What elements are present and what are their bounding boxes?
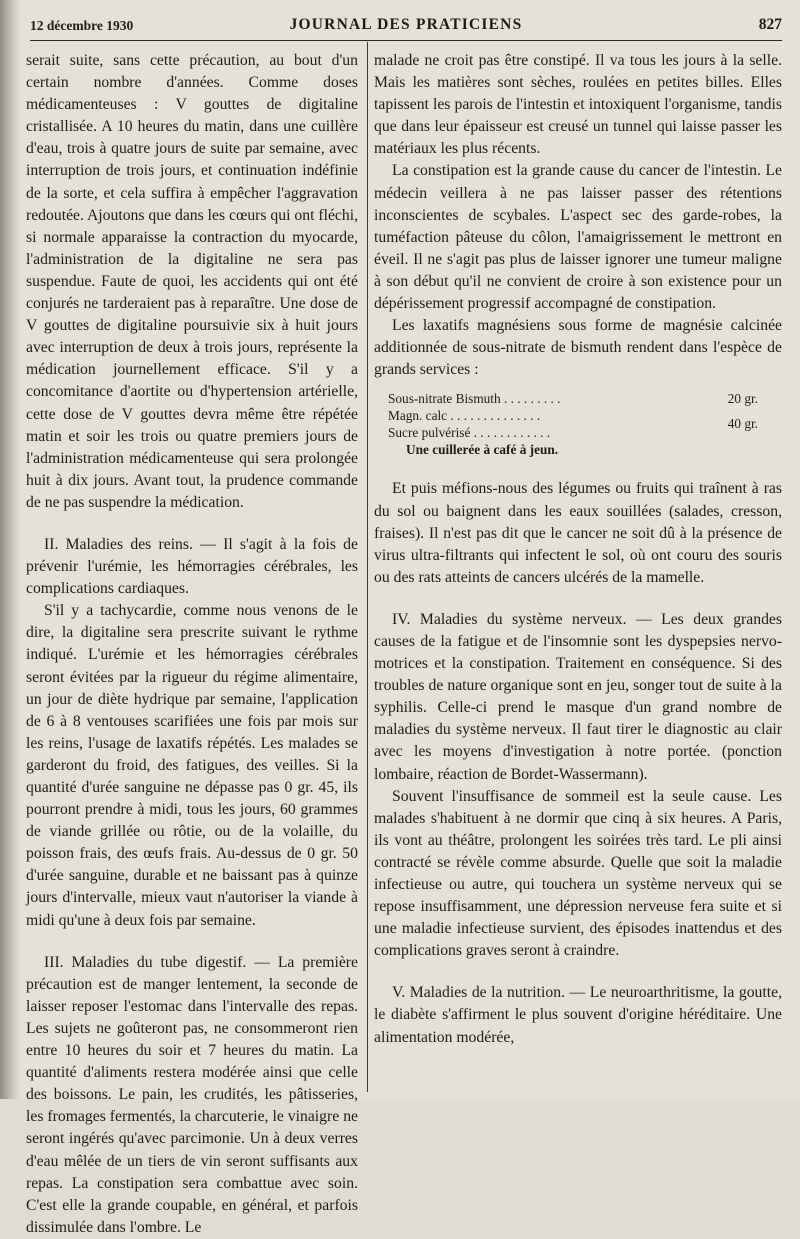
- header-rule: [30, 40, 782, 41]
- journal-title: JOURNAL DES PRATICIENS: [289, 16, 523, 33]
- paragraph-laxatives: Les laxatifs magnésiens sous forme de magnésie calcinée additionnée de sous-nitrate de bismuth rendent dans l'espèce de grands services :: [374, 317, 782, 379]
- paragraph-intestinal-cancer: La constipation est la grande cause du cancer de l'intestin. Le médecin veillera à ne pas laisser passer des rétentions inconscientes de scybales. L'aspect sec des garde-robes, la tuméfaction pâteuse du côlon, l'amaigrissement le mettront en éveil. Il ne s'agit pas plus de laisser ignorer une tumeur maligne à son début qu'il ne convient de croire à son existence pour un dépérissement progressif accompagné de constipation.: [374, 162, 782, 313]
- paragraph-sleep: Souvent l'insuffisance de sommeil est la seule cause. Les malades s'habituent à ne dormir que cinq à six heures. A Paris, ils vont au théâtre, prolongent les soirées très tard. Le pli ainsi contracté se révèle comme absurde. Quelle que soit la maladie infectieuse ou autre, qui touchera un système nerveux qui se repose insuffisamment, une dépression nerveuse fera suite et si une maladie infectieuse survient, des épisodes inattendus et des complications graves seront à craindre.: [374, 787, 782, 960]
- page-header: [30, 14, 782, 40]
- paragraph-vegetables-warning: Et puis méfions-nous des légumes ou fruits qui traînent à ras du sol ou baignent dans les eaux souillées (salades, cresson, fraises). Il n'est pas dit que le cancer ne soit dû à la présence de virus ultra-filtrants qui infectent le sol, où ont couru des souris ou des rats atteints de cancers ulcérés de la mamelle.: [374, 480, 782, 586]
- paragraph-kidney-diseases: II. Maladies des reins. — Il s'agit à la fois de prévenir l'urémie, les hémorragies cérébrales, les complications cardiaques.: [26, 535, 358, 598]
- formula-dosage-note: Une cuillerée à café à jeun.: [406, 442, 559, 458]
- formula-row-magnesia: [388, 407, 758, 432]
- right-column: [374, 50, 782, 1049]
- formula-quantity: 20 gr.: [727, 391, 758, 407]
- formula-row-bismuth: [388, 390, 758, 407]
- left-column: [26, 50, 358, 1239]
- paragraph-nutrition: V. Maladies de la nutrition. — Le neuroarthritisme, la goutte, le diabète s'affirment le plus souvent d'origine héréditaire. Une alimentation modérée,: [374, 984, 782, 1046]
- paragraph-nervous-system: IV. Maladies du système nerveux. — Les deux grandes causes de la fatigue et de l'insomnie sont les dyspepsies nervo-motrices et la constipation. Traitement en conséquence. Si des troubles de nature organique sont en jeu, songer tout de suite à la syphilis. Celle-ci prend le masque d'un grand nombre de maladies du système nerveux. Il faut tirer le diagnostic au clair avec les moyens d'investigation à notre portée. (ponction lombaire, réaction de Bordet-Wassermann).: [374, 610, 782, 783]
- formula-quantity: 40 gr.: [727, 416, 758, 432]
- prescription-formula: [388, 390, 758, 458]
- column-divider: [367, 42, 368, 1092]
- page-number: 827: [758, 16, 782, 33]
- formula-ingredient: Sucre pulvérisé . . . . . . . . . . . .: [388, 425, 551, 441]
- header-date: 12 décembre 1930: [30, 18, 134, 33]
- paragraph-digestive-diseases: III. Maladies du tube digestif. — La première précaution est de manger lentement, la seconde de laisser reposer l'estomac dans l'intervalle des repas. Les sujets ne goûteront pas, ne consommeront rien entre 10 heures du soir et 7 heures du matin. La quantité d'aliments restera modérée ainsi que celle des boissons. Le pain, les crudités, les pâtisseries, les fromages fermentés, la charcuterie, le vinaigre ne seront ingérés qu'avec parcimonie. Un à deux verres d'eau mêlée de un tiers de vin seront suffisants aux repas. La constipation sera combattue avec soin. C'est elle la grande coupable, en général, et parfois dissimulée dans l'ombre. Le: [26, 953, 358, 1236]
- formula-ingredient: Magn. calc . . . . . . . . . . . . . .: [388, 408, 541, 424]
- paragraph-digitaline: serait suite, sans cette précaution, au bout d'un certain nombre d'années. Comme doses médicamenteuses : V gouttes de digitaline cristallisée. A 10 heures du matin, dans une cuillère d'eau, trois à quatre jours de suite par semaine, avec interruption de trois jours, et continuation indéfinie de la sorte, et cela suffira à empêcher l'aggravation redoutée. Ajoutons que dans les cœurs qui ont fléchi, si normale apparaisse la contraction du myocarde, l'administration de la digitaline ne sera pas suspendue. Faute de quoi, les accidents qui ont été conjurés ne tarderaient pas à reparaître. Une dose de V gouttes de digitaline poursuivie six à huit jours avec interruption de deux à trois jours, représente la médication journellement efficace. S'il y a concomitance d'aortite ou d'hypertension artérielle, cette dose de V gouttes devra même être répétée matin et soir les trois ou quatre premiers jours de l'administration médicamenteuse qui sera prolongée huit à dix jours. Avant tout, la prudence commande de ne pas suspendre la médication.: [26, 52, 358, 511]
- formula-ingredient: Sous-nitrate Bismuth . . . . . . . . .: [388, 391, 561, 407]
- formula-row-sugar: [388, 424, 758, 441]
- paragraph-constipation-continued: malade ne croit pas être constipé. Il va tous les jours à la selle. Mais les matières sont sèches, roulées en petites billes. Elles tapissent les parois de l'intestin et intoxiquent l'organisme, tandis que dans leur épaisseur est creusé un tunnel qui laisse passer les matériaux les plus récents.: [374, 52, 782, 158]
- paragraph-kidney-treatment: S'il y a tachycardie, comme nous venons de le dire, la digitaline sera prescrite suivant le rythme indiqué. L'urémie et les hémorragies cérébrales seront évitées par la rigueur du régime alimentaire, un jour de diète hydrique par semaine, l'application de 6 à 8 ventouses scarifiées une fois par mois sur les reins, l'usage de laxatifs répétés. Les malades se garderont du froid, des fatigues, des veilles. Si la quantité d'urée sanguine ne dépasse pas 0 gr. 45, ils pourront prendre à midi, tous les jours, 60 grammes de viande grillée ou rôtie, ou de la volaille, du poisson frais, des œufs frais. Au-dessus de 0 gr. 50 d'urée sanguine, durable et ne baissant pas à quinze jours d'intervalle, mieux vaut n'autoriser la viande à midi qu'une à deux fois par semaine.: [26, 602, 358, 929]
- binding-gutter: [0, 0, 20, 1099]
